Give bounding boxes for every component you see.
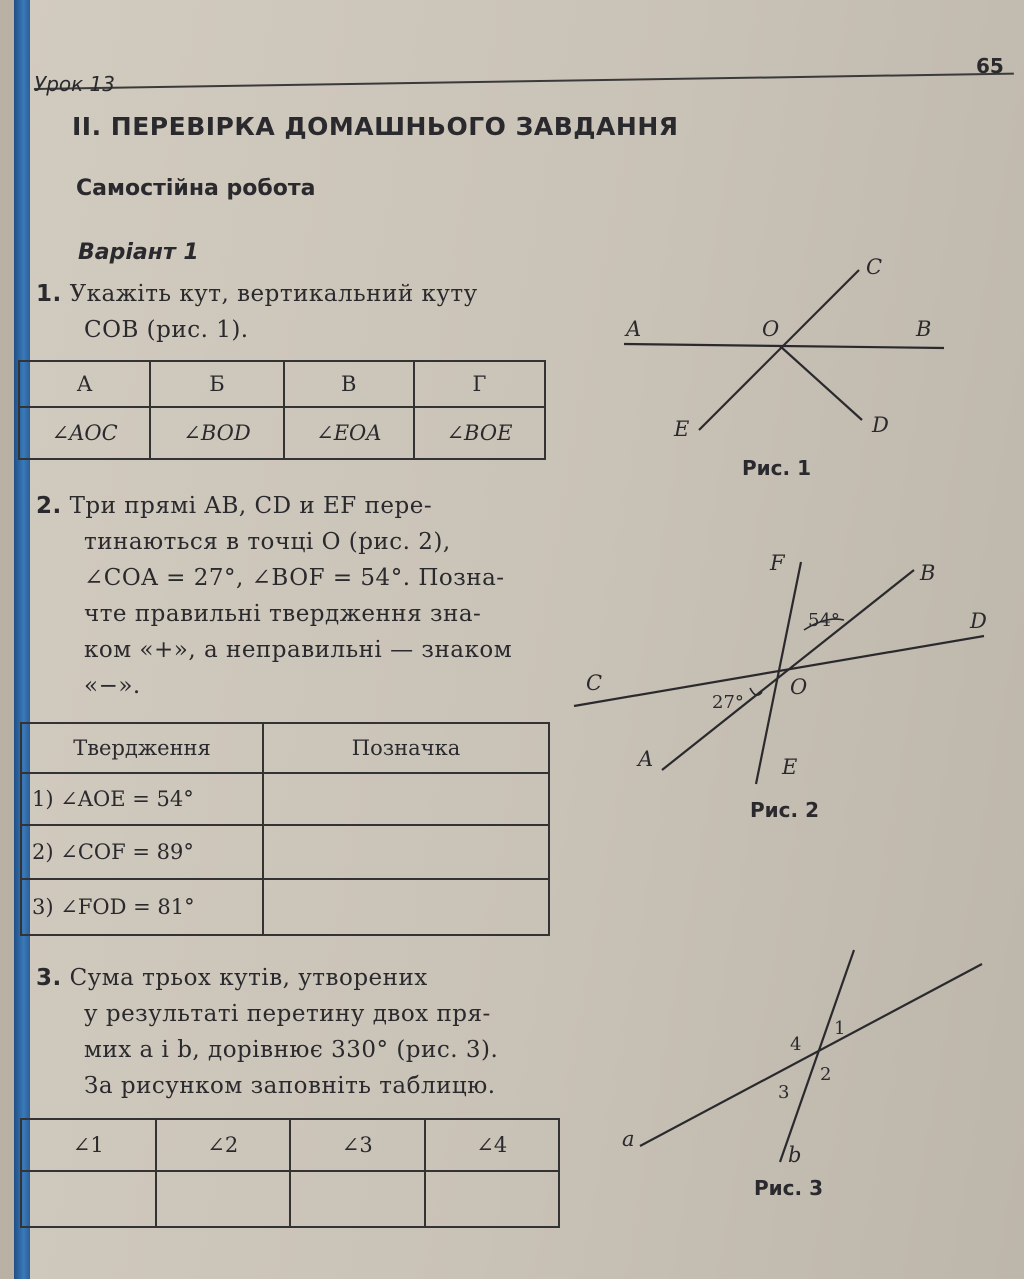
table-header-cell: В — [284, 361, 414, 407]
angle-label-27: 27° — [712, 692, 744, 713]
mark-cell[interactable] — [263, 773, 549, 825]
task-1-text — [36, 276, 478, 348]
label-e: E — [782, 755, 798, 779]
task-2-line: тинаються в точці O (рис. 2), — [84, 529, 451, 555]
table-header-cell: Г — [414, 361, 545, 407]
label-c: C — [866, 255, 883, 279]
answer-option-b[interactable]: ∠BOD — [150, 407, 283, 459]
statement-cell: 3) ∠FOD = 81° — [21, 879, 263, 935]
angle-value-cell[interactable] — [290, 1171, 425, 1227]
angle-number-1: 1 — [834, 1018, 846, 1039]
angle-header-cell: ∠3 — [290, 1119, 425, 1171]
label-o: O — [762, 317, 780, 341]
page-number: 65 — [976, 54, 1004, 78]
angle-value-cell[interactable] — [21, 1171, 156, 1227]
label-c: C — [586, 671, 603, 695]
figure-3-caption: Рис. 3 — [754, 1176, 824, 1200]
figure-2-diagram — [564, 548, 1004, 792]
task-3-line: у результаті перетину двох пря- — [84, 1001, 491, 1027]
col-statement-header: Твердження — [21, 723, 263, 773]
angle-label-54: 54° — [808, 610, 840, 631]
label-d: D — [872, 413, 889, 437]
figure-3-diagram — [604, 940, 1004, 1170]
label-b: B — [916, 317, 932, 341]
task-3-angle-table — [20, 1118, 560, 1228]
header-rule — [34, 73, 1014, 90]
label-a: A — [626, 317, 642, 341]
label-b: B — [920, 561, 936, 585]
statement-cell: 2) ∠COF = 89° — [21, 825, 263, 879]
bookmark-ribbon — [14, 0, 30, 1279]
mark-cell[interactable] — [263, 879, 549, 935]
task-1-answer-table — [18, 360, 546, 460]
task-2-line: «−». — [84, 673, 141, 699]
statement-cell: 1) ∠AOE = 54° — [21, 773, 263, 825]
task-2-line: ком «+», а неправильні — знаком — [84, 637, 513, 663]
label-o: O — [790, 675, 808, 699]
col-mark-header: Позначка — [263, 723, 549, 773]
label-b: b — [788, 1143, 802, 1167]
figure-1-diagram — [604, 250, 964, 450]
task-1-number: 1. — [36, 281, 62, 307]
angle-number-4: 4 — [790, 1034, 802, 1055]
lesson-label: Урок 13 — [34, 72, 116, 96]
figure-2-caption: Рис. 2 — [750, 798, 820, 822]
task-3-line: мих a і b, дорівнює 330° (рис. 3). — [84, 1037, 499, 1063]
label-a: A — [638, 747, 654, 771]
label-f: F — [770, 551, 785, 575]
table-header-cell: А — [19, 361, 150, 407]
answer-option-v[interactable]: ∠EOA — [284, 407, 414, 459]
label-a: a — [622, 1127, 635, 1151]
task-3-text — [36, 960, 576, 1104]
section-title: ІІ. ПЕРЕВІРКА ДОМАШНЬОГО ЗАВДАННЯ — [72, 112, 679, 141]
label-d: D — [970, 609, 987, 633]
answer-option-g[interactable]: ∠BOE — [414, 407, 545, 459]
task-3-number: 3. — [36, 965, 62, 991]
task-2-text — [36, 488, 566, 704]
ray-od — [780, 346, 862, 420]
task-2-statements-table — [20, 722, 550, 936]
line-a — [640, 964, 982, 1146]
textbook-page — [14, 0, 1024, 1279]
answer-option-a[interactable]: ∠AOC — [19, 407, 150, 459]
task-2-number: 2. — [36, 493, 62, 519]
mark-cell[interactable] — [263, 825, 549, 879]
task-3-line: За рисунком заповніть таблицю. — [84, 1073, 496, 1099]
subsection-title: Самостійна робота — [76, 176, 316, 201]
task-3-line: Сума трьох кутів, утворених — [69, 965, 428, 991]
task-1-line: COB (рис. 1). — [84, 317, 249, 343]
angle-header-cell: ∠4 — [425, 1119, 560, 1171]
label-e: E — [674, 417, 690, 441]
line-ab — [662, 570, 914, 770]
angle-number-3: 3 — [778, 1082, 790, 1103]
ray-oc-oe — [699, 270, 859, 430]
task-2-line: ∠COA = 27°, ∠BOF = 54°. Позна- — [84, 565, 505, 591]
task-2-line: чте правильні твердження зна- — [84, 601, 482, 627]
line-b — [780, 950, 854, 1162]
angle-number-2: 2 — [820, 1064, 832, 1085]
task-1-line: Укажіть кут, вертикальний куту — [69, 281, 478, 307]
variant-title: Варіант 1 — [78, 240, 199, 265]
angle-value-cell[interactable] — [425, 1171, 560, 1227]
task-2-line: Три прямі AB, CD и EF пере- — [69, 493, 433, 519]
angle-header-cell: ∠2 — [156, 1119, 291, 1171]
figure-1-caption: Рис. 1 — [742, 456, 812, 480]
table-header-cell: Б — [150, 361, 283, 407]
angle-value-cell[interactable] — [156, 1171, 291, 1227]
angle-header-cell: ∠1 — [21, 1119, 156, 1171]
